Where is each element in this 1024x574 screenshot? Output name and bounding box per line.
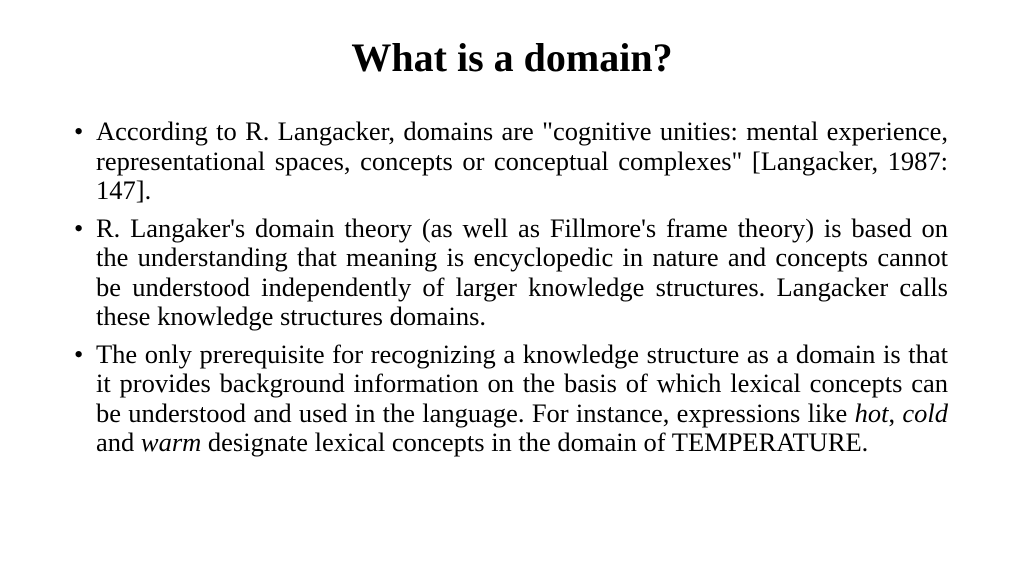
bullet-text-segment: R. Langaker's domain theory (as well as Fillmore's frame theory) is based on the understanding that meaning is encyclopedic in nature and concepts cannot be understood independently of larger knowledge structures. Langacker calls these knowledge structures domains. <box>96 212 948 331</box>
slide-title: What is a domain? <box>351 35 673 80</box>
bullet-text-segment: designate lexical concepts in the domain of TEMPERATURE. <box>201 427 869 457</box>
bullet-dot-icon: • <box>74 212 84 243</box>
bullet-text <box>96 213 948 332</box>
bullet-item <box>70 340 948 458</box>
bullet-text <box>96 116 948 205</box>
italic-term-warm: warm <box>140 427 202 457</box>
bullet-text <box>96 339 948 458</box>
bullet-item <box>70 117 948 206</box>
bullet-text-segment: and <box>96 427 141 457</box>
bullet-list <box>70 117 948 466</box>
italic-term-hot: hot <box>854 397 889 428</box>
bullet-text-segment: The only prerequisite for recognizing a knowledge structure as a domain is that it provides background information on the basis of which lexical concepts can be understood and used in the language. For instance, expressions like <box>96 338 948 428</box>
italic-term-cold: cold <box>902 397 948 428</box>
bullet-item <box>70 214 948 332</box>
bullet-text-segment: , <box>888 397 903 428</box>
bullet-text-segment: According to R. Langacker, domains are "cognitive unities: mental experience, representational spaces, concepts or conceptual complexes" [Langacker, 1987: 147]. <box>96 116 948 205</box>
bullet-dot-icon: • <box>74 116 84 146</box>
bullet-dot-icon: • <box>74 338 84 369</box>
